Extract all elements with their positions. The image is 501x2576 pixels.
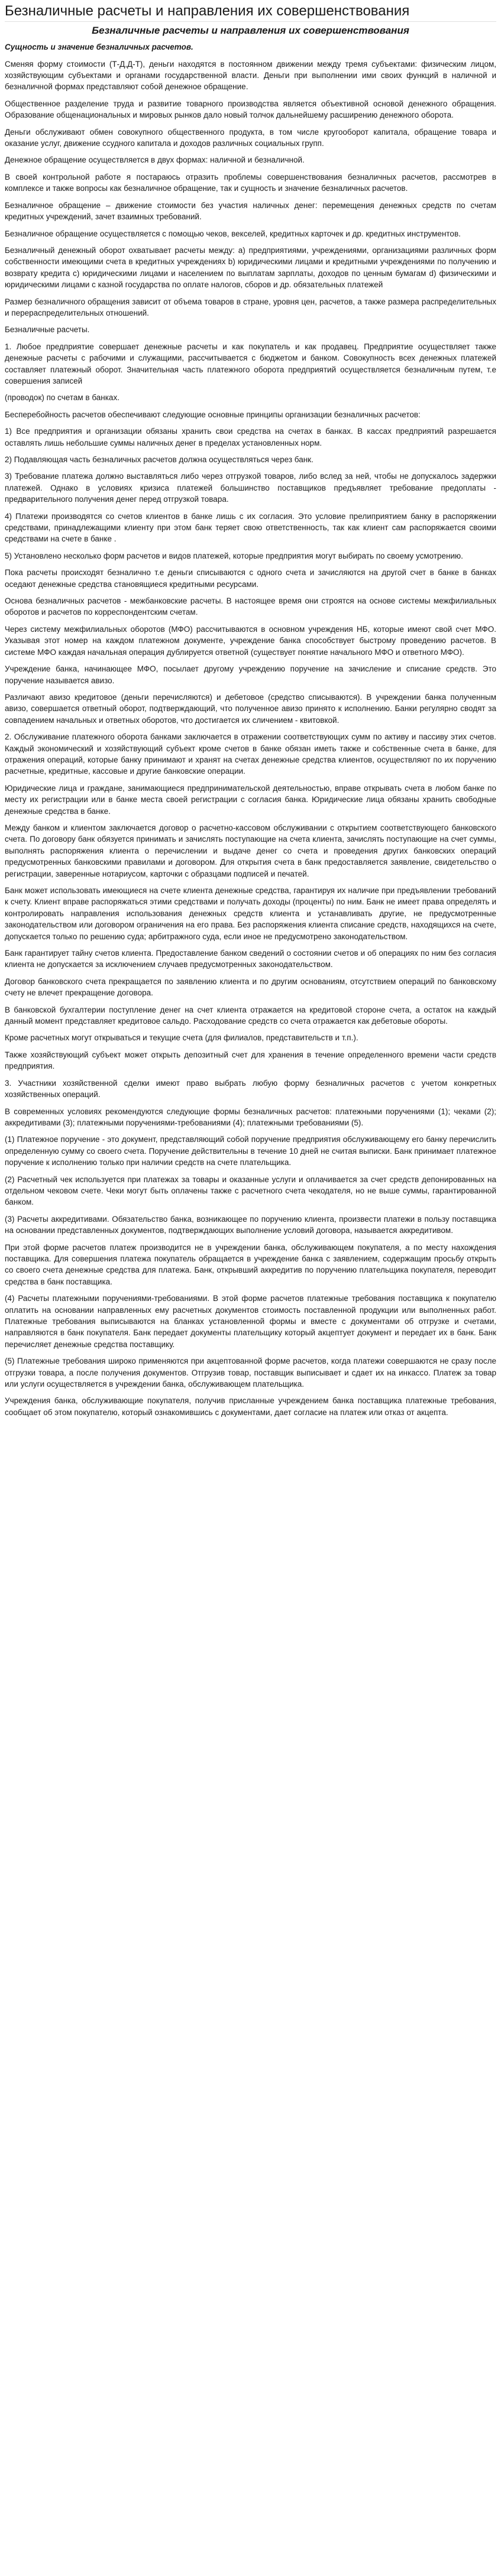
paragraph: Безналичные расчеты. — [5, 325, 90, 335]
paragraph: 5) Установлено несколько форм расчетов и видов платежей, которые предприятия могут выбирать по своему усмотрению. — [5, 551, 463, 560]
paragraph: 1) Все предприятия и организации обязаны хранить свои средства на счетах в банках. В кассах предприятий разрешается оставлять лишь небольшие суммы наличных денег в пределах установленных норм. — [5, 427, 496, 447]
paragraph: Размер безналичного обращения зависит от объема товаров в стране, уровня цен, расчетов, а также размера распределительных и перераспределительных отношений. — [5, 297, 496, 317]
paragraph: (4) Расчеты платежными поручениями-требованиями. В этой форме расчетов платежные требования поставщика к покупателю оплатить на основании направленных ему расчетных документов стоимость поставленной продукции или выполненных работ. Платежные требования выписываются на бланках установленной формы и вместе с документами об отгрузке и счетами, направляются в банк покупателя. Банк передает документы плательщику который акцептует документ и передает их в банк. Банк перечисляет денежные средства поставщику. — [5, 1294, 496, 1349]
paragraph: Общественное разделение труда и развитие товарного производства является объективной основой денежного обращения. Образование общенациональных и мировых рынков дало новый толчок дальнейшему расширению денежного оборота. — [5, 99, 496, 120]
paragraph: Денежное обращение осуществляется в двух формах: наличной и безналичной. — [5, 155, 305, 165]
paragraph: Также хозяйствующий субъект может открыть депозитный счет для хранения в течение определенного времени части средств предприятия. — [5, 1050, 496, 1071]
paragraph: Между банком и клиентом заключается договор о расчетно-кассовом обслуживании с открытием соответствующего банковского счета. По договору банк обязуется принимать и зачислять поступающие на счета клиента, зачислять поступающие на счет суммы, выполнять распоряжения клиента о перечислении и выдаче денег со счета и проведения других банковских операций предусмотренных банковскими правилами и договором. Для открытия счета в банк предоставляется заявление, свидетельство о регистрации, заверенные нотариусом, карточки с образцами подписей и печатей. — [5, 823, 496, 878]
paragraph: При этой форме расчетов платеж производится не в учреждении банка, обслуживающем покупателя, а по месту нахождения поставщика. Для совершения платежа покупатель обращается в учреждение банка с заявлением, содержащим просьбу открыть со своего счета денежные средства для платежа. Банк, открывший аккредитив по поручению плательщика покупателя, переводит средства в банк поставщика. — [5, 1242, 496, 1286]
paragraph: 2) Подавляющая часть безналичных расчетов должна осуществляться через банк. — [5, 455, 313, 465]
paragraph: Деньги обслуживают обмен совокупного общественного продукта, в том числе кругооборот капитала, обращение товара и оказание услуг, движение ссудного капитала и доходов различных социальных групп. — [5, 127, 496, 148]
section-heading: Сущность и значение безналичных расчетов. — [5, 43, 193, 52]
paragraph: (3) Расчеты аккредитивами. Обязательство банка, возникающее по поручению клиента, произвести платежи в пользу поставщика на основании представленных документов, подтверждающих выполнение условий договора, называется аккредитивом. — [5, 1214, 496, 1235]
paragraph: В современных условиях рекомендуются следующие формы безналичных расчетов: платежными поручениями (1); чеками (2); аккредитивами (3); платежными поручениями-требованиями (4); платежными требованиями (5). — [5, 1107, 496, 1127]
paragraph: В своей контрольной работе я постараюсь отразить проблемы совершенствования безналичных расчетов, рассмотрев в комплексе и также вопросы как безналичное обращение, так и сущность и значение безналичных расчетов. — [5, 172, 496, 193]
paragraph: Сменяя форму стоимости (Т-Д,Д-Т), деньги находятся в постоянном движении между тремя субъектами: физическим лицом, хозяйствующим субъектами и органами государственной власти. Деньги при выполнении ими своих функций в наличной и безналичной формах представляют собой денежное обращение. — [5, 59, 496, 92]
paragraph: 2. Обслуживание платежного оборота банками заключается в отражении соответствующих сумм по активу и пассиву этих счетов. Каждый экономический и хозяйствующий субъект кроме счетов в банке обязан иметь также и собственные счета в банке, для отражения операций, которые банку принимают и хранят на счетах денежные средства клиентов, осуществляют по их поручению расчетные, кредитные, кассовые и другие банковские операции. — [5, 732, 496, 776]
paragraph: Через систему межфилиальных оборотов (МФО) рассчитываются в основном учреждения НБ, которые имеют свой счет МФО. Указывая этот номер на каждом платежном документе, учреждение банка способствует быстрому проведению расчетов. В системе МФО каждая начальная операция дублируется ответной (существует понятие начального МФО и ответного МФО). — [5, 624, 496, 657]
paragraph: Банк гарантирует тайну счетов клиента. Предоставление банком сведений о состоянии счетов и об операциях по ним без согласия клиента не допускается за исключением случаев предусмотренных законодательством. — [5, 949, 496, 969]
paragraph: 3. Участники хозяйственной сделки имеют право выбрать любую форму безналичных расчетов с учетом конкретных хозяйственных операций. — [5, 1078, 496, 1099]
paragraph: (1) Платежное поручение - это документ, представляющий собой поручение предприятия обслуживающему его банку перечислить определенную сумму со своего счета. Поручение действительны в течение 10 дней не считая выписки. Банк принимает платежное поручение к исполнению только при наличии средств на счете плательщика. — [5, 1135, 496, 1167]
paragraph: Учреждение банка, начинающее МФО, посылает другому учреждению поручение на зачисление и списание средств. Это поручение называется авизо. — [5, 664, 496, 685]
paragraph: Безналичный денежный оборот охватывает расчеты между: а) предприятиями, учреждениями, организациями различных форм собственности имеющими счета в кредитных учреждениях b) юридическими лицами и кредитными учреждениями по получению и возврату кредита c) юридическими лицами и населением по выплатам зарплаты, доходов по ценным бумагам d) физическими и юридическими лицами с казной государства по оплате налогов, сборов и др. обязательных платежей — [5, 245, 496, 290]
body-text — [5, 59, 496, 1419]
paragraph: (проводок) по счетам в банках. — [5, 393, 119, 403]
paragraph: Юридические лица и граждане, занимающиеся предпринимательской деятельностью, вправе открывать счета в любом банке по месту их регистрации или в банке места своей регистрации с согласия банка. Юридические лица обязаны хранить свободные денежные средства в банке. — [5, 783, 496, 816]
paragraph: Договор банковского счета прекращается по заявлению клиента и по другим основаниям, отсутствием операций по банковскому счету не влечет прекращение договора. — [5, 976, 496, 998]
paragraph: В банковской бухгалтерии поступление денег на счет клиента отражается на кредитовой стороне счета, а остаток на каждый данный момент представляет кредитовое сальдо. Расходование средств со счета отражается как дебетовые обороты. — [5, 1005, 496, 1026]
paragraph: Бесперебойность расчетов обеспечивают следующие основные принципы организации безналичных расчетов: — [5, 410, 421, 419]
page-title: Безналичные расчеты и направления их совершенствования — [5, 2, 496, 22]
paragraph: Безналичное обращение осуществляется с помощью чеков, векселей, кредитных карточек и др. кредитных инструментов. — [5, 229, 461, 238]
paragraph: Различают авизо кредитовое (деньги перечисляются) и дебетовое (средство списываются). В учреждении банка полученным авизо, совершается ответный оборот, подтверждающий, что полученное авизо принято к исполнению. Банки регулярно сводят за совпадением начальных и ответных оборотов, что достигается их сличением - квитовкой. — [5, 692, 496, 725]
paragraph: Учреждения банка, обслуживающие покупателя, получив присланные учреждением банка поставщика платежные требования, сообщает об этом покупателю, который ознакомившись с документами, дает согласие на платеж или отказ от акцепта. — [5, 1396, 496, 1417]
paragraph: Кроме расчетных могут открываться и текущие счета (для филиалов, представительств и т.п.). — [5, 1033, 358, 1043]
paragraph: Банк может использовать имеющиеся на счете клиента денежные средства, гарантируя их наличие при предъявлении требований к счету. Клиент вправе распоряжаться этими средствами и получать доходы (проценты) по ним. Банк не имеет права определять и контролировать направления использования денежных средств клиента и устанавливать другие, не предусмотренные законодательством или договором ограничения на его права. Без распоряжения клиента списание средств, находящихся на счете, допускается только по решению суда; арбитражного суда, если иное не предусмотрено законодательством. — [5, 886, 496, 941]
paragraph: (2) Расчетный чек используется при платежах за товары и оказанные услуги и оплачивается за счет средств депонированных на отдельном чековом счете. Чеки могут быть оплачены также с расчетного счета чекодателя, но не выше суммы, гарантированной банком. — [5, 1175, 496, 1207]
document-subtitle: Безналичные расчеты и направления их совершенствования — [92, 25, 409, 36]
paragraph: Пока расчеты происходят безналично т.е деньги списываются с одного счета и зачисляются на другой счет в банке в банках оседают денежные средства становящиеся кредитными ресурсами. — [5, 568, 496, 589]
paragraph: 3) Требование платежа должно выставляться либо через отгрузкой товаров, либо вслед за ней, чтобы не допускалось задержки платежей. Однако в условиях кризиса платежей большинство поставщиков предъявляет требование предоплаты - предварительного получения денег перед отгрузкой товара. — [5, 472, 496, 504]
paragraph: Безналичное обращение – движение стоимости без участия наличных денег: перемещения денежных средств по счетам кредитных учреждений, зачет взаимных требований. — [5, 200, 496, 222]
paragraph: (5) Платежные требования широко применяются при акцептованной форме расчетов, когда платежи совершаются не сразу после отгрузки товара, а после получения документов. Отгрузив товар, поставщик выписывает и сдает их на инкассо. Платеж за товар или услуги осуществляется в учреждении банка, обслуживающем плательщика. — [5, 1357, 496, 1389]
paragraph: 1. Любое предприятие совершает денежные расчеты и как покупатель и как продавец. Предприятие осуществляет также денежные расчеты с рабочими и служащими, рассчитывается с бюджетом и банком. Совокупность всех денежных платежей составляет платежный оборот. Значительная часть платежного оборота предприятий осуществляется безналичным путем, т.е совершения записей — [5, 342, 496, 385]
paragraph: Основа безналичных расчетов - межбанковские расчеты. В настоящее время они строятся на основе системы межфилиальных оборотов и расчетов по корреспондентским счетам. — [5, 596, 496, 617]
paragraph: 4) Платежи производятся со счетов клиентов в банке лишь с их согласия. Это условие прелиприятием банку в распоряжении средствами, принадлежащими клиенту при этом банк теряет свою ответственность, так как клиент сам распоряжается своими средствами на счете в банке . — [5, 511, 496, 544]
